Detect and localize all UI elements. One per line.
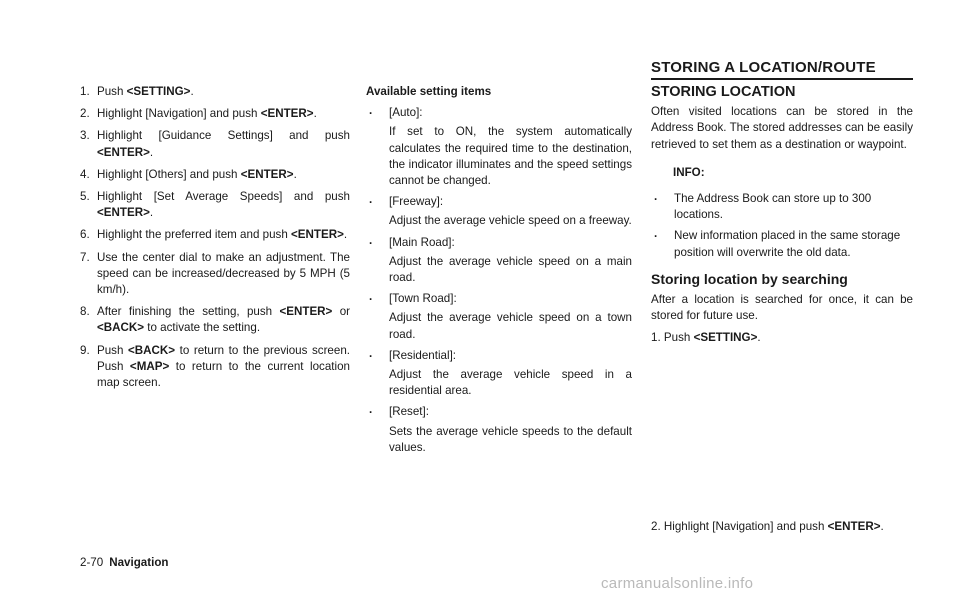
- setting-item-label: [Residential]:: [389, 348, 457, 362]
- button-key-label: <ENTER>: [97, 145, 150, 159]
- setting-item: [366, 291, 632, 343]
- store-step-2: [651, 519, 921, 535]
- setting-items-list: [366, 105, 632, 456]
- step-text: .: [880, 520, 884, 533]
- section-title: STORING A LOCATION/ROUTE: [651, 60, 913, 80]
- step-text: to return to the previous screen. Push: [97, 343, 350, 373]
- page-footer: [80, 555, 168, 571]
- info-item-text: The Address Book can store up to 300 locations.: [674, 192, 872, 222]
- step-text: Push: [663, 331, 694, 345]
- step-text: Push: [97, 85, 127, 98]
- step-text: or: [332, 305, 351, 319]
- setting-key: <SETTING>: [693, 331, 758, 345]
- step-5: [80, 189, 350, 221]
- step-number: 8.: [80, 305, 90, 319]
- setting-items-column: [366, 84, 632, 461]
- bullet-dot: .: [369, 290, 373, 304]
- setting-item-label: [Freeway]:: [389, 195, 444, 209]
- step-text: Highlight [Navigation] and push: [663, 520, 828, 533]
- step-text: .: [293, 167, 297, 181]
- steps-column: [80, 84, 350, 397]
- step-9: [80, 343, 350, 392]
- button-key-label: <SETTING>: [126, 85, 191, 98]
- step-number: 2.: [80, 107, 90, 121]
- step-text: .: [757, 331, 761, 345]
- step-number: 4.: [80, 167, 90, 181]
- info-item: [651, 228, 913, 260]
- bullet-dot: .: [369, 193, 373, 207]
- setting-item: [366, 404, 632, 456]
- step-text: Use the center dial to make an adjustment. The speed can be increased/decreased by 5 MPH (5 km/h).: [97, 250, 350, 297]
- footer-section: Navigation: [109, 556, 169, 569]
- setting-item-label: [Main Road]:: [389, 235, 455, 249]
- info-label: INFO:: [673, 165, 705, 179]
- setting-item-label: [Town Road]:: [389, 292, 457, 306]
- step-text: .: [149, 206, 154, 220]
- step-text: to return to the current location map screen.: [97, 359, 350, 390]
- bullet-dot: .: [654, 190, 658, 204]
- watermark: carmanualsonline.info: [601, 575, 754, 592]
- button-key-label: <ENTER>: [291, 228, 344, 242]
- available-settings-heading: Available setting items: [366, 85, 492, 98]
- setting-item-description: Adjust the average vehicle speed on a freeway.: [389, 214, 632, 228]
- storing-by-search-intro: After a location is searched for once, it can be stored for future use.: [651, 293, 913, 323]
- step-text: Highlight the preferred item and push: [97, 228, 291, 242]
- step-number: 3.: [80, 129, 90, 143]
- setting-item: [366, 348, 632, 400]
- step-text: .: [149, 145, 154, 159]
- storing-location-heading: STORING LOCATION: [651, 84, 796, 100]
- step-text: to activate the setting.: [144, 321, 261, 335]
- setting-item-description: Adjust the average vehicle speed on a main road.: [389, 254, 632, 285]
- storing-location-intro: Often visited locations can be stored in the Address Book. The stored addresses can be easily retrieved to set them as a destination or waypoint.: [651, 105, 913, 151]
- step-text: Highlight [Navigation] and push: [97, 107, 261, 121]
- bullet-dot: .: [369, 233, 373, 247]
- storing-location-column: [651, 84, 913, 353]
- button-key-label: <ENTER>: [240, 167, 294, 181]
- setting-item: [366, 235, 632, 287]
- bullet-dot: .: [369, 104, 373, 118]
- step-text: Push: [97, 343, 128, 357]
- step-number: 1.: [80, 85, 90, 98]
- step-text: Highlight [Set Average Speeds] and push: [97, 190, 350, 204]
- bullet-dot: .: [369, 346, 373, 360]
- step-7: [80, 250, 350, 299]
- step-text: Highlight [Guidance Settings] and push: [97, 129, 350, 143]
- button-key-label: <ENTER>: [279, 305, 333, 319]
- storing-by-search-heading: Storing location by searching: [651, 270, 848, 287]
- step-4: [80, 167, 350, 183]
- step-number: 1.: [651, 331, 661, 345]
- page-number: 2-70: [80, 556, 104, 569]
- step-2: [80, 106, 350, 122]
- step-number: 5.: [80, 190, 90, 204]
- setting-item-description: Adjust the average vehicle speed in a residential area.: [389, 368, 632, 398]
- step-text: .: [190, 85, 194, 98]
- setting-item-description: If set to ON, the system automatically calculates the required time to the destination, the indicator illuminates and the speed settings cannot be changed.: [389, 125, 632, 188]
- info-item: [651, 191, 913, 223]
- step-1: [80, 84, 350, 100]
- button-key-label: <BACK>: [97, 321, 145, 335]
- setting-item: [366, 105, 632, 189]
- setting-item: [366, 194, 632, 229]
- step-number: 2.: [651, 520, 661, 533]
- step-number: 9.: [80, 343, 90, 357]
- step-6: [80, 227, 350, 243]
- button-key-label: <BACK>: [128, 343, 176, 357]
- info-item-text: New information placed in the same storage position will overwrite the old data.: [674, 229, 901, 259]
- bullet-dot: .: [369, 403, 373, 417]
- setting-item-description: Adjust the average vehicle speed on a town road.: [389, 311, 632, 341]
- step-number: 7.: [80, 250, 90, 264]
- step-text: Highlight [Others] and push: [97, 167, 241, 181]
- button-key-label: <ENTER>: [97, 206, 150, 220]
- setting-item-description: Sets the average vehicle speeds to the default values.: [389, 424, 632, 454]
- store-step-1: [651, 330, 913, 346]
- step-3: [80, 128, 350, 160]
- setting-item-label: [Auto]:: [389, 106, 423, 120]
- button-key-label: <MAP>: [129, 359, 170, 373]
- info-list: [651, 191, 913, 261]
- enter-key: <ENTER>: [827, 520, 881, 533]
- setting-item-label: [Reset]:: [389, 405, 429, 419]
- step-number: 6.: [80, 228, 90, 242]
- bullet-dot: .: [654, 227, 658, 241]
- step-text: .: [343, 228, 348, 242]
- step-8: [80, 304, 350, 336]
- step-text: .: [313, 107, 317, 121]
- button-key-label: <ENTER>: [260, 107, 314, 121]
- step-text: After finishing the setting, push: [97, 305, 280, 319]
